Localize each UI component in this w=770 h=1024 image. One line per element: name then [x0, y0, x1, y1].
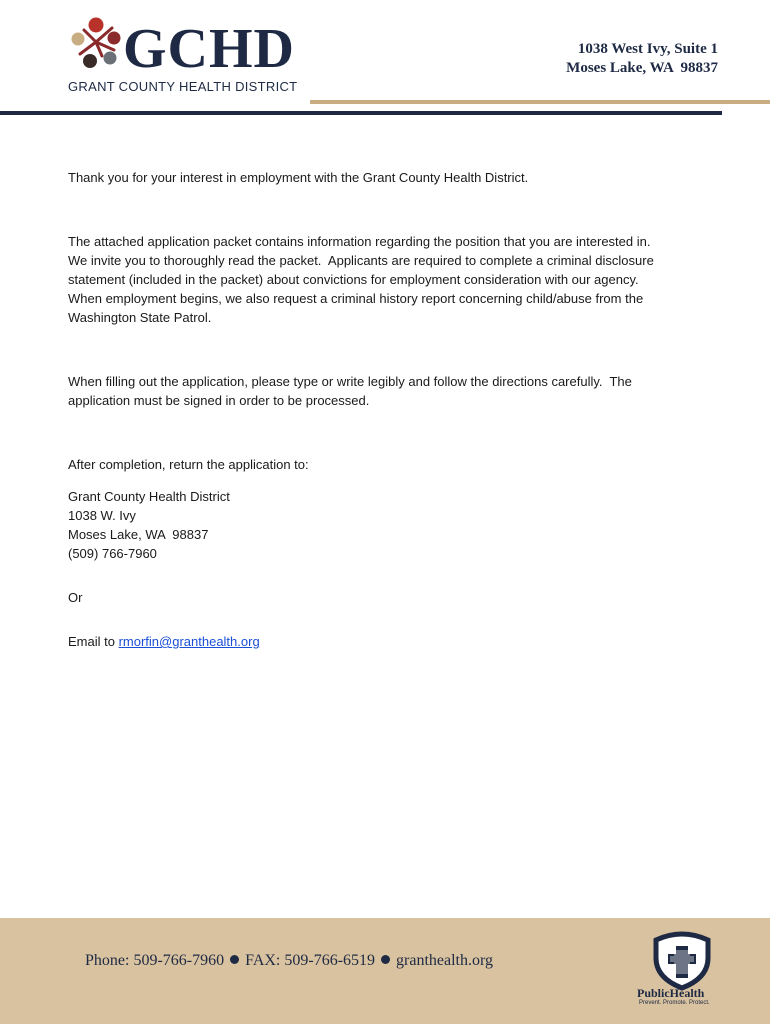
return-instructions: After completion, return the application to:: [68, 457, 309, 472]
bullet-icon: [230, 955, 239, 964]
or-text: Or: [68, 590, 83, 605]
return-address-line: 1038 W. Ivy: [68, 508, 136, 523]
return-address-line: (509) 766-7960: [68, 546, 157, 561]
footer-phone: Phone: 509-766-7960: [85, 952, 225, 969]
address-line-2: Moses Lake, WA 98837: [566, 60, 718, 76]
footer-bar: [0, 918, 770, 1024]
logo-wordmark: GCHD: [123, 18, 295, 80]
intro-paragraph: Thank you for your interest in employment with the Grant County Health District.: [68, 170, 529, 185]
public-health-tagline: Prevent. Promote. Protect.: [639, 1000, 710, 1006]
bullet-icon: [381, 955, 390, 964]
footer-website: granthealth.org: [396, 952, 494, 969]
email-prefix: Email to: [68, 634, 119, 649]
packet-line: Washington State Patrol.: [68, 310, 212, 325]
return-address: [68, 487, 708, 563]
header-navy-rule: [0, 111, 722, 115]
return-address-line: Grant County Health District: [68, 489, 230, 504]
header-tan-rule: [310, 100, 770, 104]
footer-contact: [85, 952, 493, 970]
packet-paragraph: [68, 232, 708, 327]
public-health-name: PublicHealth: [637, 986, 705, 1000]
footer-fax: FAX: 509-766-6519: [245, 952, 376, 969]
logo-subtitle: GRANT COUNTY HEALTH DISTRICT: [68, 79, 298, 94]
instructions-line: application must be signed in order to be processed.: [68, 393, 370, 408]
packet-line: We invite you to thoroughly read the packet. Applicants are required to complete a criminal disclosure: [68, 253, 654, 268]
instructions-line: When filling out the application, please type or write legibly and follow the directions carefully. The: [68, 374, 632, 389]
instructions-paragraph: [68, 372, 708, 410]
email-line: [68, 632, 708, 651]
address-line-1: 1038 West Ivy, Suite 1: [577, 41, 718, 57]
email-link[interactable]: rmorfin@granthealth.org: [118, 634, 260, 649]
packet-line: The attached application packet contains information regarding the position that you are interested in.: [68, 234, 651, 249]
return-address-line: Moses Lake, WA 98837: [68, 527, 209, 542]
letter-body: [68, 168, 708, 651]
packet-line: statement (included in the packet) about convictions for employment consideration with our agency.: [68, 272, 639, 287]
header-address: [566, 40, 718, 78]
packet-line: When employment begins, we also request a criminal history report concerning child/abuse from the: [68, 291, 644, 306]
